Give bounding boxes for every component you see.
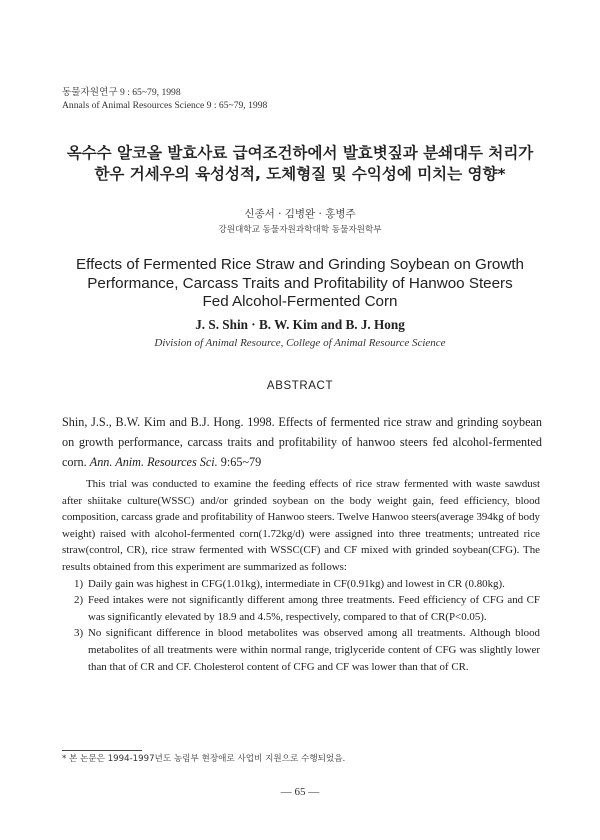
result-item — [62, 592, 540, 625]
abstract-intro: This trial was conducted to examine the feeding effects of rice straw fermented with waste sawdust after shiitake culture(WSSC) and/or grinded soybean on the body weight gain, feed efficiency, blood composition, carcass grade and profitability of Hanwoo steers. Twelve Hanwoo steers(average 394kg of body weight) raised with alcohol-fermented corn(1.72kg/d) were assigned into three treatments; untreated rice straw(control, CR), rice straw fermented with WSSC(CF) and CF mixed with grinded soybean(CFG). The results obtained from this experiment are summarized as follows: — [62, 478, 540, 573]
journal-line-ko: 동물자원연구 9 : 65~79, 1998 — [62, 87, 181, 98]
abstract-body — [62, 476, 540, 675]
korean-title-line-2: 한우 거세우의 육성성적, 도체형질 및 수익성에 미치는 영향* — [94, 165, 506, 183]
citation-journal: Ann. Anim. Resources Sci. — [89, 455, 218, 469]
korean-affiliation: 강원대학교 동물자원과학대학 동물자원학부 — [218, 225, 382, 235]
result-text: Daily gain was highest in CFG(1.01kg), intermediate in CF(0.91kg) and lowest in CR (0.80kg). — [88, 577, 505, 590]
journal-header — [62, 86, 267, 112]
english-affiliation: Division of Animal Resource, College of Animal Resource Science — [154, 337, 446, 349]
english-authors: J. S. Shin · B. W. Kim and B. J. Hong — [195, 317, 405, 332]
footnote-rule — [62, 750, 142, 751]
english-title-line-3: Fed Alcohol-Fermented Corn — [202, 293, 398, 310]
results-list — [62, 576, 540, 676]
page-number: — 65 — — [280, 786, 320, 798]
korean-title-line-1: 옥수수 알코올 발효사료 급여조건하에서 발효볏짚과 분쇄대두 처리가 — [66, 144, 534, 162]
result-item — [62, 625, 540, 675]
footnote: * 본 논문은 1994-1997년도 농림부 현장애로 사업비 지원으로 수행되었음. — [62, 754, 346, 764]
citation-pages: 9:65~79 — [220, 455, 262, 469]
english-title-line-2: Performance, Carcass Traits and Profitability of Hanwoo Steers — [87, 274, 513, 292]
result-number: 2) — [74, 594, 84, 607]
result-number: 3) — [74, 627, 84, 640]
korean-title — [40, 143, 560, 185]
english-title — [40, 256, 560, 312]
english-title-line-1: Effects of Fermented Rice Straw and Grinding Soybean on Growth — [76, 256, 524, 273]
citation — [62, 412, 542, 472]
abstract-heading: ABSTRACT — [266, 380, 334, 392]
journal-line-en: Annals of Animal Resources Science 9 : 65~79, 1998 — [62, 100, 268, 111]
citation-text: Shin, J.S., B.W. Kim and B.J. Hong. 1998. Effects of fermented rice straw and grinding soybean on growth performance, carcass traits and profitability of hanwoo steers fed alcohol-fermented corn. — [62, 415, 542, 469]
result-text: No significant difference in blood metabolites was observed among all treatments. Although blood metabolites of all treatments were within normal range, triglyceride content of CFG was slightly lower than that of CR and CF. Cholesterol content of CFG and CF was lower than that of CR. — [88, 627, 540, 673]
result-text: Feed intakes were not significantly different among three treatments. Feed efficiency of CFG and CF was significantly elevated by 18.9 and 4.5%, respectively, compared to that of CR(P<0.05). — [88, 594, 540, 623]
result-number: 1) — [74, 577, 84, 590]
korean-authors: 신종서 · 김병완 · 홍병주 — [244, 208, 356, 220]
result-item — [62, 576, 540, 593]
